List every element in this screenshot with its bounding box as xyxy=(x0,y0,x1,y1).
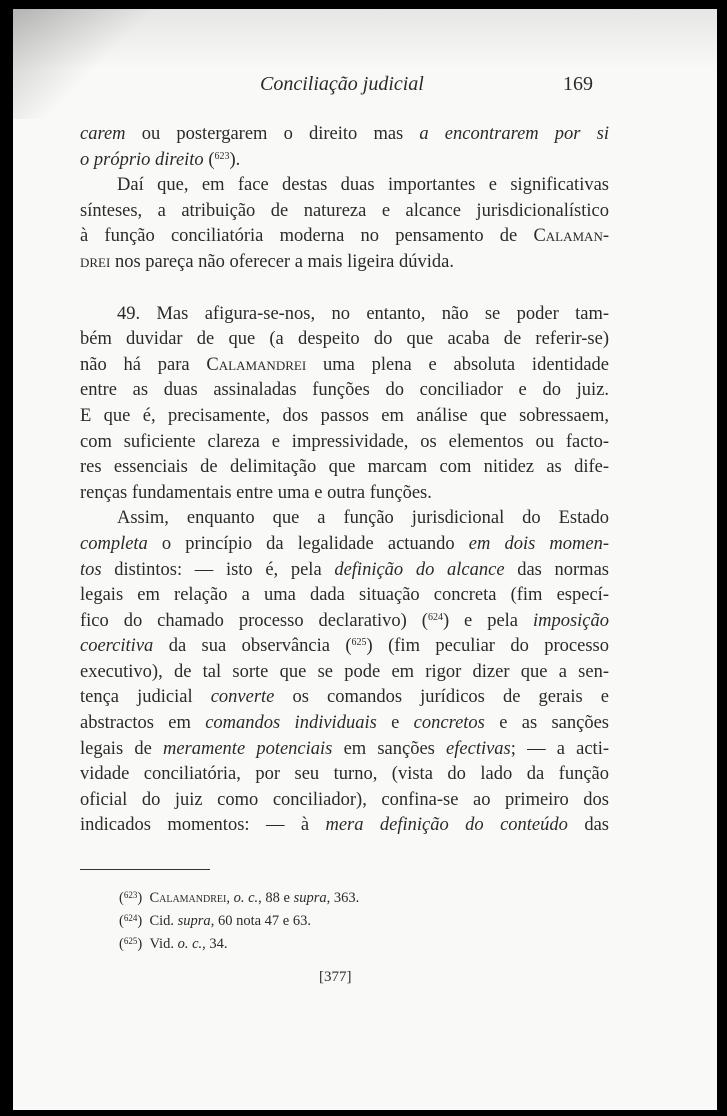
running-head xyxy=(13,73,717,101)
text-line: Daí que, em face destas duas importantes e significativas xyxy=(117,175,609,196)
running-title: Conciliação judicial xyxy=(260,73,424,95)
text-line: com suficiente clareza e impressividade, os elementos ou facto- xyxy=(80,431,609,452)
text-line: executivo), de tal sorte que se pode em rigor dizer que a sen- xyxy=(80,661,609,682)
text-line: drei nos pareça não oferecer a mais ligeira dúvida. xyxy=(80,251,454,272)
text-line: sínteses, a atribuição de natureza e alcance jurisdicionalístico xyxy=(80,200,609,221)
text-line: legais em relação a uma dada situação concreta (fim especí- xyxy=(80,585,609,606)
text-line: 49. Mas afigura-se-nos, no entanto, não se poder tam- xyxy=(117,303,609,324)
text-line: não há para Calamandrei uma plena e absoluta identidade xyxy=(80,354,609,375)
body-text xyxy=(80,122,609,839)
text-line: res essenciais de delimitação que marcam com nitidez as dife- xyxy=(80,457,609,478)
page-number: 169 xyxy=(563,73,593,95)
text-line: renças fundamentais entre uma e outra funções. xyxy=(80,482,432,503)
text-line: E que é, precisamente, dos passos em análise que sobressaem, xyxy=(80,405,609,426)
text-line: oficial do juiz como conciliador), confina-se ao primeiro dos xyxy=(80,789,609,810)
text-line: completa o princípio da legalidade actuando em dois momen- xyxy=(80,533,609,554)
page-corner-shadow xyxy=(13,9,163,119)
folio-number: [377] xyxy=(319,969,352,985)
text-line: coercitiva da sua observância ($^{625}$) (fim peculiar do processo xyxy=(80,636,609,657)
footnote: ($^{624}$) Cid. supra, 60 nota 47 e 63. xyxy=(119,913,311,929)
footnote-marker: 623 xyxy=(214,150,230,162)
footnote-number: 625 xyxy=(123,936,138,946)
text-line: à função conciliatória moderna no pensamento de Calaman- xyxy=(80,226,609,247)
footnotes xyxy=(119,885,599,954)
text-line: o próprio direito ($^{623}$). xyxy=(80,149,241,170)
page-top-shadow xyxy=(13,9,717,69)
text-line: bém duvidar de que (a despeito do que acaba de referir-se) xyxy=(80,329,609,350)
text-line: entre as duas assinaladas funções do conciliador e do juiz. xyxy=(80,380,609,401)
footnote: ($^{625}$) Vid. o. c., 34. xyxy=(119,936,228,952)
footnote-marker: 624 xyxy=(427,611,443,623)
footnote-marker: 625 xyxy=(351,637,367,649)
text-line: fico do chamado processo declarativo) ($^{624}$) e pela imposição xyxy=(80,610,610,631)
text-line: carem ou postergarem o direito mas a encontrarem por si xyxy=(80,124,609,144)
text-line: legais de meramente potenciais em sanções efectivas; — a acti- xyxy=(80,738,609,759)
footnote-separator xyxy=(80,869,210,870)
text-line: Assim, enquanto que a função jurisdicional do Estado xyxy=(117,508,609,529)
text-line: tos distintos: — isto é, pela definição do alcance das normas xyxy=(80,559,609,580)
text-line: abstractos em comandos individuais e concretos e as sanções xyxy=(80,713,609,734)
footnote-number: 624 xyxy=(123,913,138,923)
footnote-number: 623 xyxy=(123,890,138,900)
book-page xyxy=(13,9,717,1110)
text-line: vidade conciliatória, por seu turno, (vista do lado da função xyxy=(80,764,609,785)
footnote: ($^{623}$) Calamandrei, o. c., 88 e supra, 363. xyxy=(119,890,360,906)
text-line: tença judicial converte os comandos jurídicos de gerais e xyxy=(80,687,609,708)
text-line: indicados momentos: — à mera definição do conteúdo das xyxy=(80,815,609,836)
paragraph-gap xyxy=(80,276,609,302)
